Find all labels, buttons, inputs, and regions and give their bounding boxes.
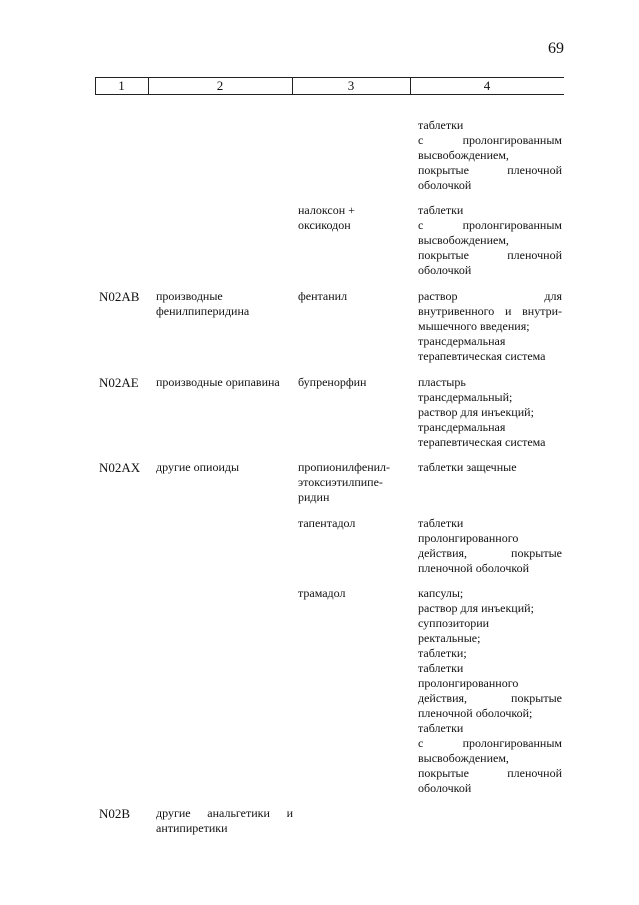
dosage-form-line: пластырь: [418, 375, 466, 389]
drug-name-line: оксикодон: [298, 218, 351, 232]
drug-name-line: трамадол: [298, 586, 346, 600]
dosage-form-line: таблетки: [418, 203, 464, 217]
dosage-form-line: оболочкой: [418, 263, 472, 277]
header-col-1: 1: [118, 78, 125, 93]
dosage-form-line: таблетки: [418, 516, 464, 530]
dosage-form-line: таблетки: [418, 118, 464, 132]
dosage-form-line: раствор для инъекций;: [418, 405, 534, 419]
group-name-line: другие опиоиды: [156, 460, 240, 474]
dosage-form-line: мышечного введения;: [418, 319, 530, 333]
dosage-form-line: таблетки: [418, 721, 464, 735]
header-col-2: 2: [216, 78, 224, 93]
drug-name-line: этоксиэтилпипе-: [298, 475, 383, 489]
dosage-form-line: таблетки защечные: [418, 460, 517, 474]
drug-name-line: тапентадол: [298, 516, 356, 530]
dosage-form-line: таблетки;: [418, 646, 467, 660]
dosage-form-line: покрытые пленочной: [418, 163, 562, 177]
atc-code: N02AE: [99, 375, 139, 390]
drug-name-line: ридин: [298, 490, 330, 504]
group-name-line: фенилпиперидина: [156, 304, 250, 318]
dosage-form-line: раствор для: [418, 289, 562, 303]
dosage-form-line: с пролонгированным: [418, 218, 562, 232]
group-name-line: другие анальгетики и: [156, 806, 293, 820]
dosage-form-line: пленочной оболочкой;: [418, 706, 533, 720]
group-name-line: производные орипавина: [156, 375, 280, 389]
dosage-form-line: пленочной оболочкой: [418, 561, 530, 575]
atc-code: N02AB: [99, 289, 140, 304]
dosage-form-line: трансдермальный;: [418, 390, 513, 404]
dosage-form-line: терапевтическая система: [418, 349, 546, 363]
atc-code: N02B: [99, 806, 131, 821]
dosage-form-line: трансдермальная: [418, 420, 506, 434]
dosage-form-line: раствор для инъекций;: [418, 601, 534, 615]
dosage-form-line: покрытые пленочной: [418, 248, 562, 262]
table-header: [95, 77, 564, 95]
dosage-form-line: высвобождением,: [418, 148, 509, 162]
dosage-form-line: ректальные;: [418, 631, 481, 645]
dosage-form-line: с пролонгированным: [418, 133, 562, 147]
drug-name-line: пропионилфенил-: [298, 460, 391, 474]
dosage-form-line: оболочкой: [418, 178, 472, 192]
header-col-3: 3: [347, 78, 355, 93]
dosage-form-line: суппозитории: [418, 616, 490, 630]
group-name-line: антипиретики: [156, 821, 228, 835]
dosage-form-line: покрытые пленочной: [418, 766, 562, 780]
dosage-form-line: трансдермальная: [418, 334, 506, 348]
dosage-form-line: действия, покрытые: [418, 546, 562, 560]
dosage-form-line: пролонгированного: [418, 676, 519, 690]
dosage-form-line: капсулы;: [418, 586, 464, 600]
dosage-form-line: высвобождением,: [418, 233, 509, 247]
dosage-form-line: с пролонгированным: [418, 736, 562, 750]
dosage-form-line: терапевтическая система: [418, 435, 546, 449]
dosage-form-line: пролонгированного: [418, 531, 519, 545]
drug-name-line: налоксон +: [298, 203, 355, 217]
dosage-form-line: оболочкой: [418, 781, 472, 795]
atc-code: N02AX: [99, 460, 141, 475]
dosage-form-line: таблетки: [418, 661, 464, 675]
drug-name-line: бупренорфин: [298, 375, 367, 389]
group-name-line: производные: [156, 289, 223, 303]
drug-name-line: фентанил: [298, 289, 348, 303]
header-col-4: 4: [483, 78, 491, 93]
dosage-form-line: высвобождением,: [418, 751, 509, 765]
dosage-form-line: внутривенного и внутри-: [418, 304, 562, 318]
dosage-form-line: действия, покрытые: [418, 691, 562, 705]
page-number: 69: [548, 40, 564, 57]
